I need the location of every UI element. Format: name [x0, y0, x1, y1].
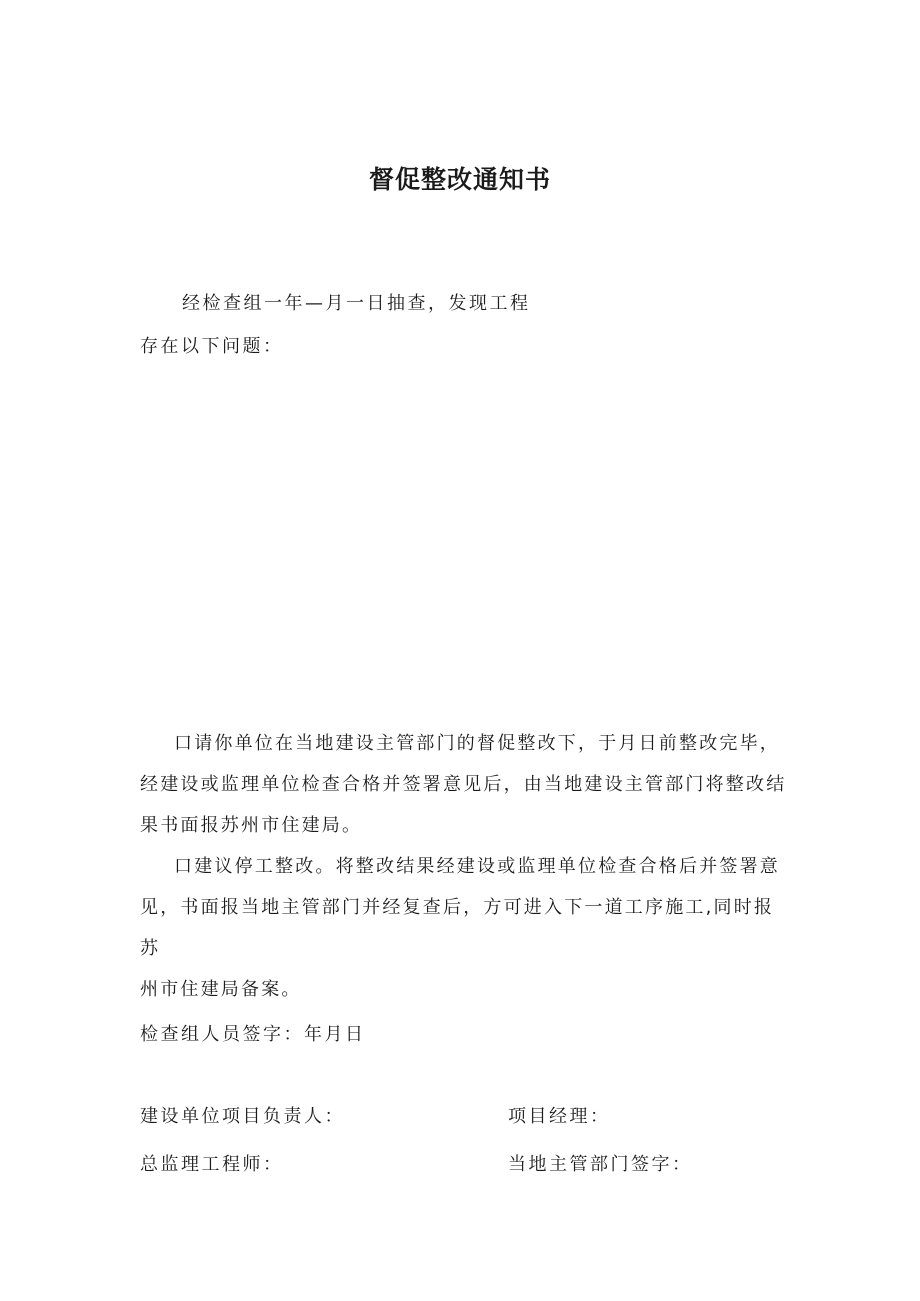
option-stop-work-line-3: 州市住建局备案。	[140, 979, 302, 1000]
option-rectify-text-1: 请你单位在当地建设主管部门的督促整改下，于月日前整改完毕，	[194, 733, 780, 754]
option-stop-work-line-1	[140, 846, 790, 887]
checkbox-icon[interactable]: 口	[174, 856, 195, 877]
intro-line-2: 存在以下问题：	[140, 336, 284, 357]
document-title: 督促整改通知书	[368, 165, 551, 194]
local-authority-signature-line: 当地主管部门签字：	[508, 1154, 693, 1175]
project-manager-signature-line: 项目经理：	[508, 1106, 611, 1127]
option-rectify-line-1	[140, 723, 790, 764]
chief-supervisor-signature-line: 总监理工程师：	[140, 1154, 284, 1175]
option-stop-work-paragraph	[140, 846, 790, 1010]
option-rectify-paragraph	[140, 723, 790, 846]
intro-line-1: 经检查组一年—月一日抽查，发现工程	[182, 293, 531, 314]
checkbox-icon[interactable]: 口	[174, 733, 195, 754]
inspector-signature-line: 检查组人员签字：年月日	[140, 1024, 366, 1045]
option-stop-work-text-1: 建议停工整改。将整改结果经建设或监理单位检查合格后并签署意	[194, 856, 780, 877]
builder-lead-signature-line: 建设单位项目负责人：	[140, 1106, 345, 1127]
option-rectify-line-3: 果书面报苏州市住建局。	[140, 815, 363, 836]
option-rectify-line-2: 经建设或监理单位检查合格并签署意见后，由当地建设主管部门将整改结	[140, 774, 787, 795]
option-stop-work-line-2: 见，书面报当地主管部门并经复查后，方可进入下一道工序施工,同时报苏	[140, 897, 775, 959]
